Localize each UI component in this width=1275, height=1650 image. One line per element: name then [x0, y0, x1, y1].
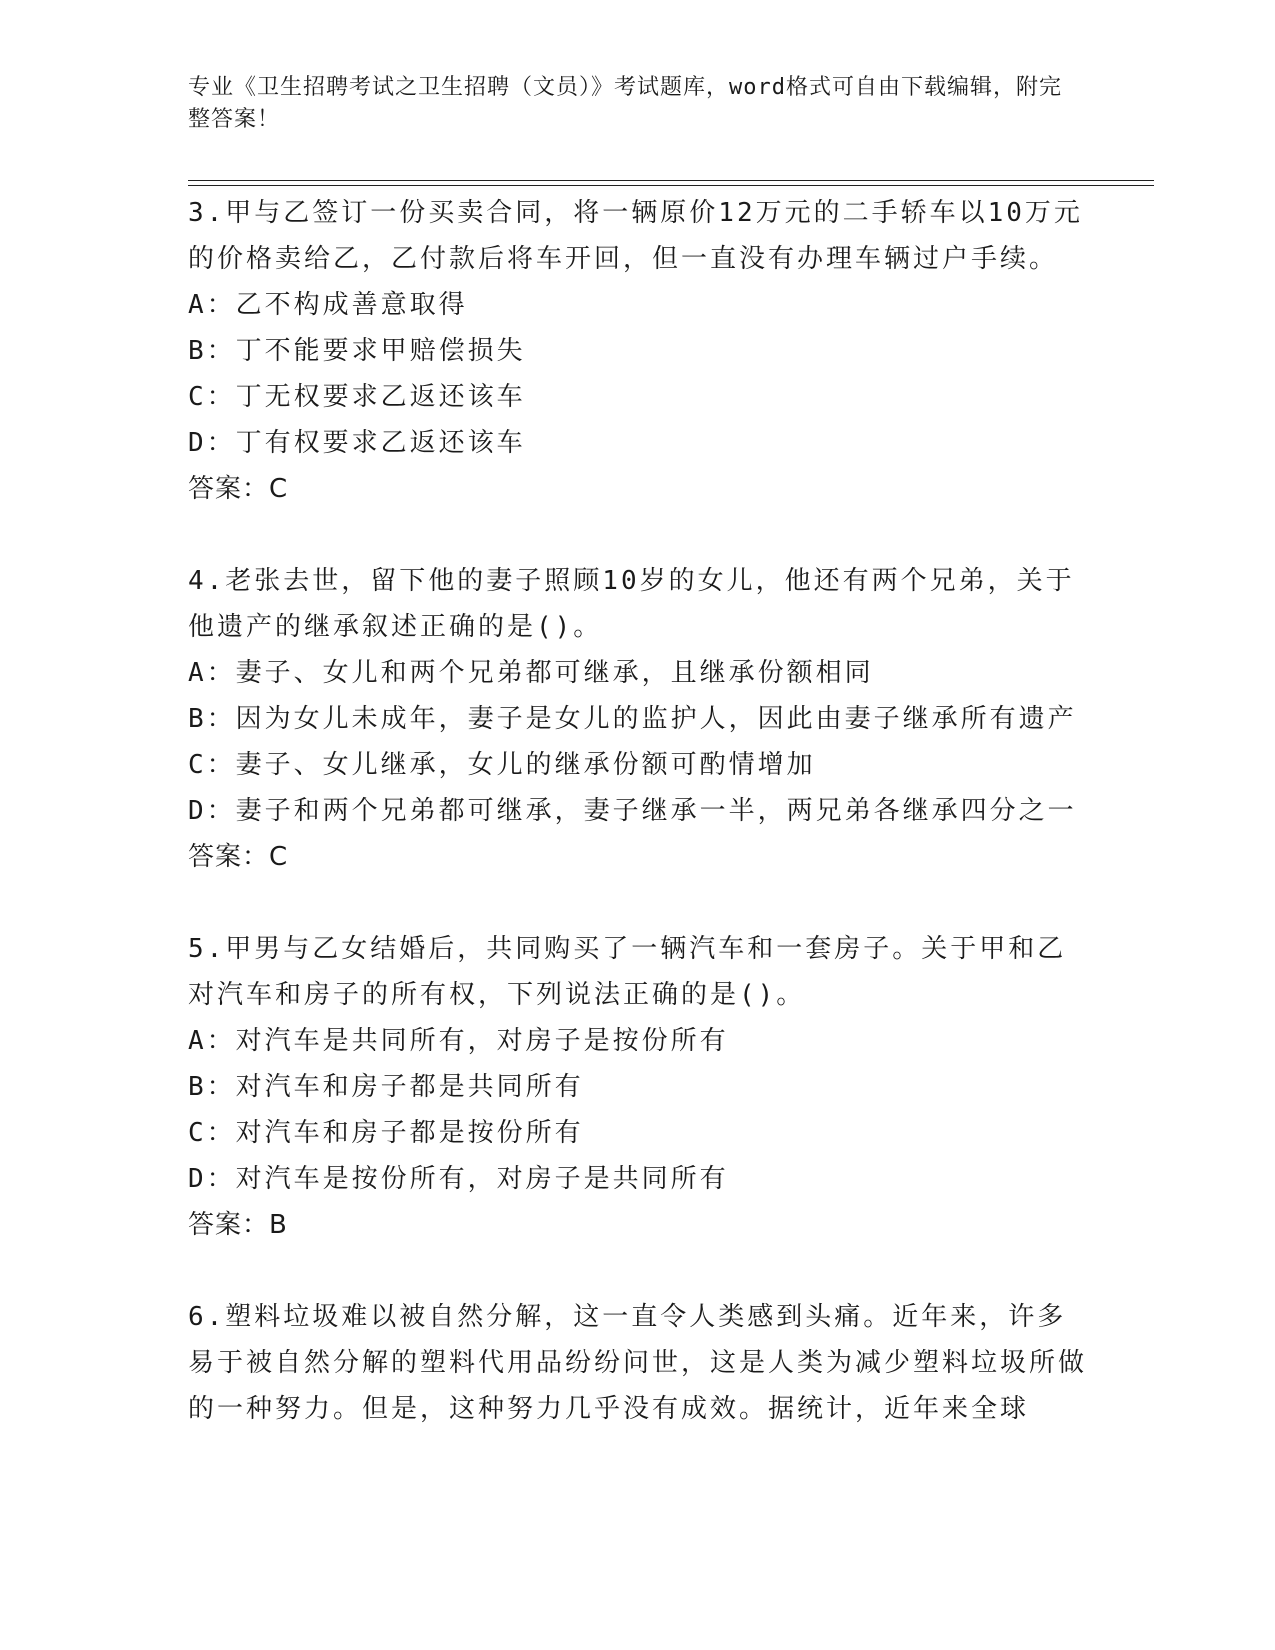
answer-label: 答案：B	[188, 1210, 288, 1240]
question-list	[188, 190, 1088, 1432]
question-stem: 5.甲男与乙女结婚后，共同购买了一辆汽车和一套房子。关于甲和乙对汽车和房子的所有权，下列说法正确的是()。	[188, 934, 1067, 1010]
header-divider-top	[188, 180, 1154, 181]
option-a: A：妻子、女儿和两个兄弟都可继承，且继承份额相同	[188, 658, 874, 688]
question-3	[188, 190, 1088, 512]
option-c: C：对汽车和房子都是按份所有	[188, 1118, 584, 1148]
option-a: A：乙不构成善意取得	[188, 290, 468, 320]
question-5	[188, 926, 1088, 1248]
question-stem: 4.老张去世，留下他的妻子照顾10岁的女儿，他还有两个兄弟，关于他遗产的继承叙述正确的是()。	[188, 566, 1075, 642]
question-stem: 6.塑料垃圾难以被自然分解，这一直令人类感到头痛。近年来，许多易于被自然分解的塑料代用品纷纷问世，这是人类为减少塑料垃圾所做的一种努力。但是，这种努力几乎没有成效。据统计，近年来全球	[188, 1302, 1088, 1424]
option-b: B：对汽车和房子都是共同所有	[188, 1072, 584, 1102]
question-4	[188, 558, 1088, 880]
document-header: 专业《卫生招聘考试之卫生招聘（文员）》考试题库，word格式可自由下载编辑，附完整答案！	[188, 75, 1062, 132]
option-a: A：对汽车是共同所有，对房子是按份所有	[188, 1026, 729, 1056]
option-c: C：妻子、女儿继承，女儿的继承份额可酌情增加	[188, 750, 816, 780]
question-stem: 3.甲与乙签订一份买卖合同，将一辆原价12万元的二手轿车以10万元的价格卖给乙，乙付款后将车开回，但一直没有办理车辆过户手续。	[188, 198, 1083, 274]
option-d: D：妻子和两个兄弟都可继承，妻子继承一半，两兄弟各继承四分之一	[188, 796, 1077, 826]
answer-label: 答案：C	[188, 842, 289, 872]
question-6	[188, 1294, 1088, 1432]
option-b: B：丁不能要求甲赔偿损失	[188, 336, 526, 366]
header-divider-bottom	[188, 185, 1154, 186]
option-d: D：丁有权要求乙返还该车	[188, 428, 526, 458]
option-d: D：对汽车是按份所有，对房子是共同所有	[188, 1164, 729, 1194]
answer-label: 答案：C	[188, 474, 289, 504]
option-c: C：丁无权要求乙返还该车	[188, 382, 526, 412]
option-b: B：因为女儿未成年，妻子是女儿的监护人，因此由妻子继承所有遗产	[188, 704, 1077, 734]
